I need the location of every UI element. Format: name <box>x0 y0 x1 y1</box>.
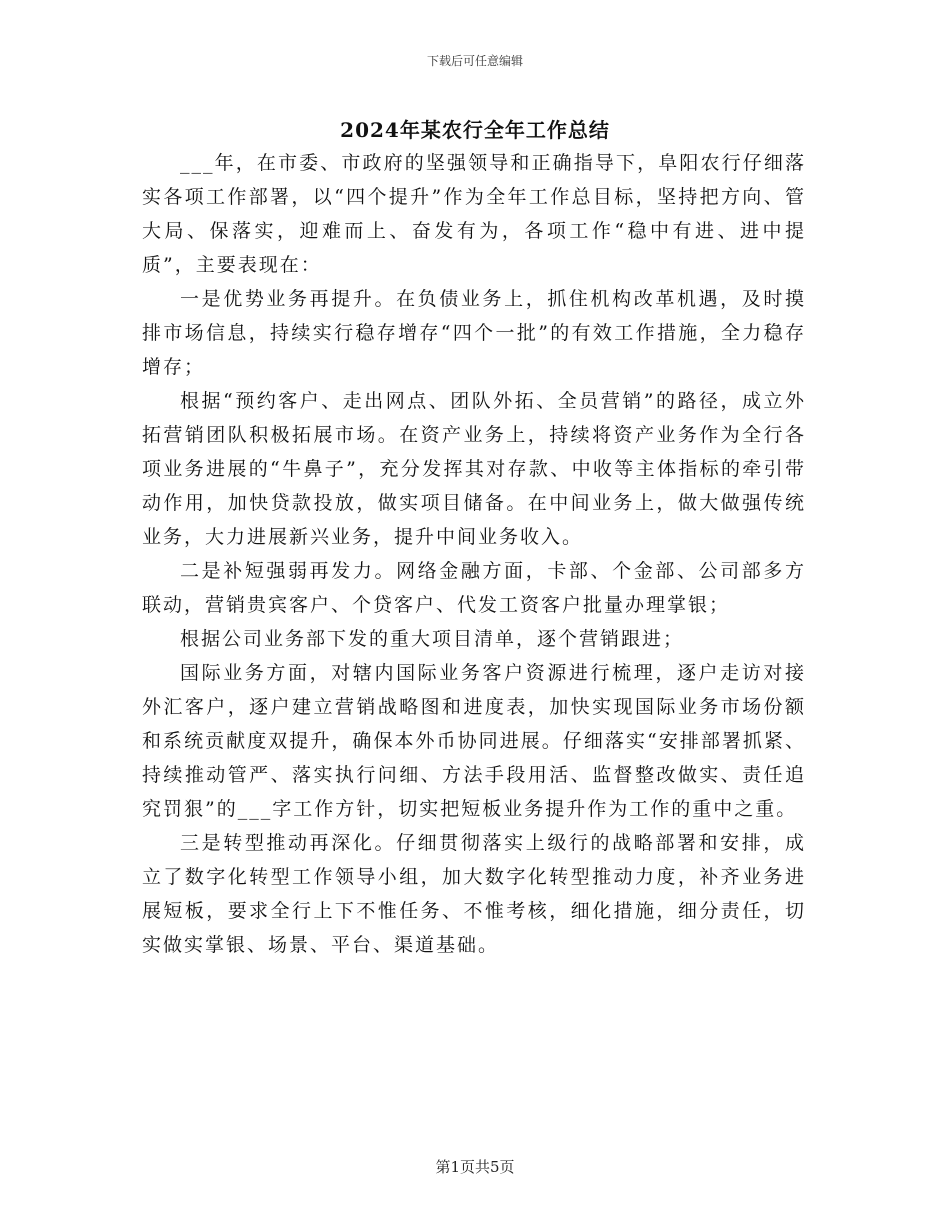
document-body <box>142 146 806 962</box>
paragraph-marketing-path: 根据“预约客户、走出网点、团队外拓、全员营销”的路径，成立外拓营销团队积极拓展市场。在资产业务上，持续将资产业务作为全行各项业务进展的“牛鼻子”，充分发挥其对存款、中收等主体指标的牵引带动作用，加快贷款投放，做实项目储备。在中间业务上，做大做强传统业务，大力进展新兴业务，提升中间业务收入。 <box>142 390 806 548</box>
paragraph-advantage-business: 一是优势业务再提升。在负债业务上，抓住机构改革机遇，及时摸排市场信息，持续实行稳存增存“四个一批”的有效工作措施，全力稳存增存； <box>142 288 806 378</box>
header-note: 下载后可任意编辑 <box>426 54 523 68</box>
paragraph-intro: ___年，在市委、市政府的坚强领导和正确指导下，阜阳农行仔细落实各项工作部署，以“四个提升”作为全年工作总目标，坚持把方向、管大局、保落实，迎难而上、奋发有为，各项工作“稳中有进、进中提质”，主要表现在： <box>142 152 806 276</box>
page-indicator: 第1页共5页 <box>435 1158 515 1176</box>
paragraph-shortboard: 二是补短强弱再发力。网络金融方面，卡部、个金部、公司部多方联动，营销贵宾客户、个贷客户、代发工资客户批量办理掌银； <box>142 560 806 616</box>
document-title: 2024年某农行全年工作总结 <box>340 118 610 142</box>
paragraph-project-list: 根据公司业务部下发的重大项目清单，逐个营销跟进； <box>180 628 685 650</box>
paragraph-transformation: 三是转型推动再深化。仔细贯彻落实上级行的战略部署和安排，成立了数字化转型工作领导小组，加大数字化转型推动力度，补齐业务进展短板，要求全行上下不惟任务、不惟考核，细化措施，细分责任，切实做实掌银、场景、平台、渠道基础。 <box>142 832 806 956</box>
paragraph-international: 国际业务方面，对辖内国际业务客户资源进行梳理，逐户走访对接外汇客户，逐户建立营销战略图和进度表，加快实现国际业务市场份额和系统贡献度双提升，确保本外币协同进展。仔细落实“安排部署抓紧、持续推动管严、落实执行问细、方法手段用活、监督整改做实、责任追究罚狠”的___字工作方针，切实把短板业务提升作为工作的重中之重。 <box>142 662 806 820</box>
